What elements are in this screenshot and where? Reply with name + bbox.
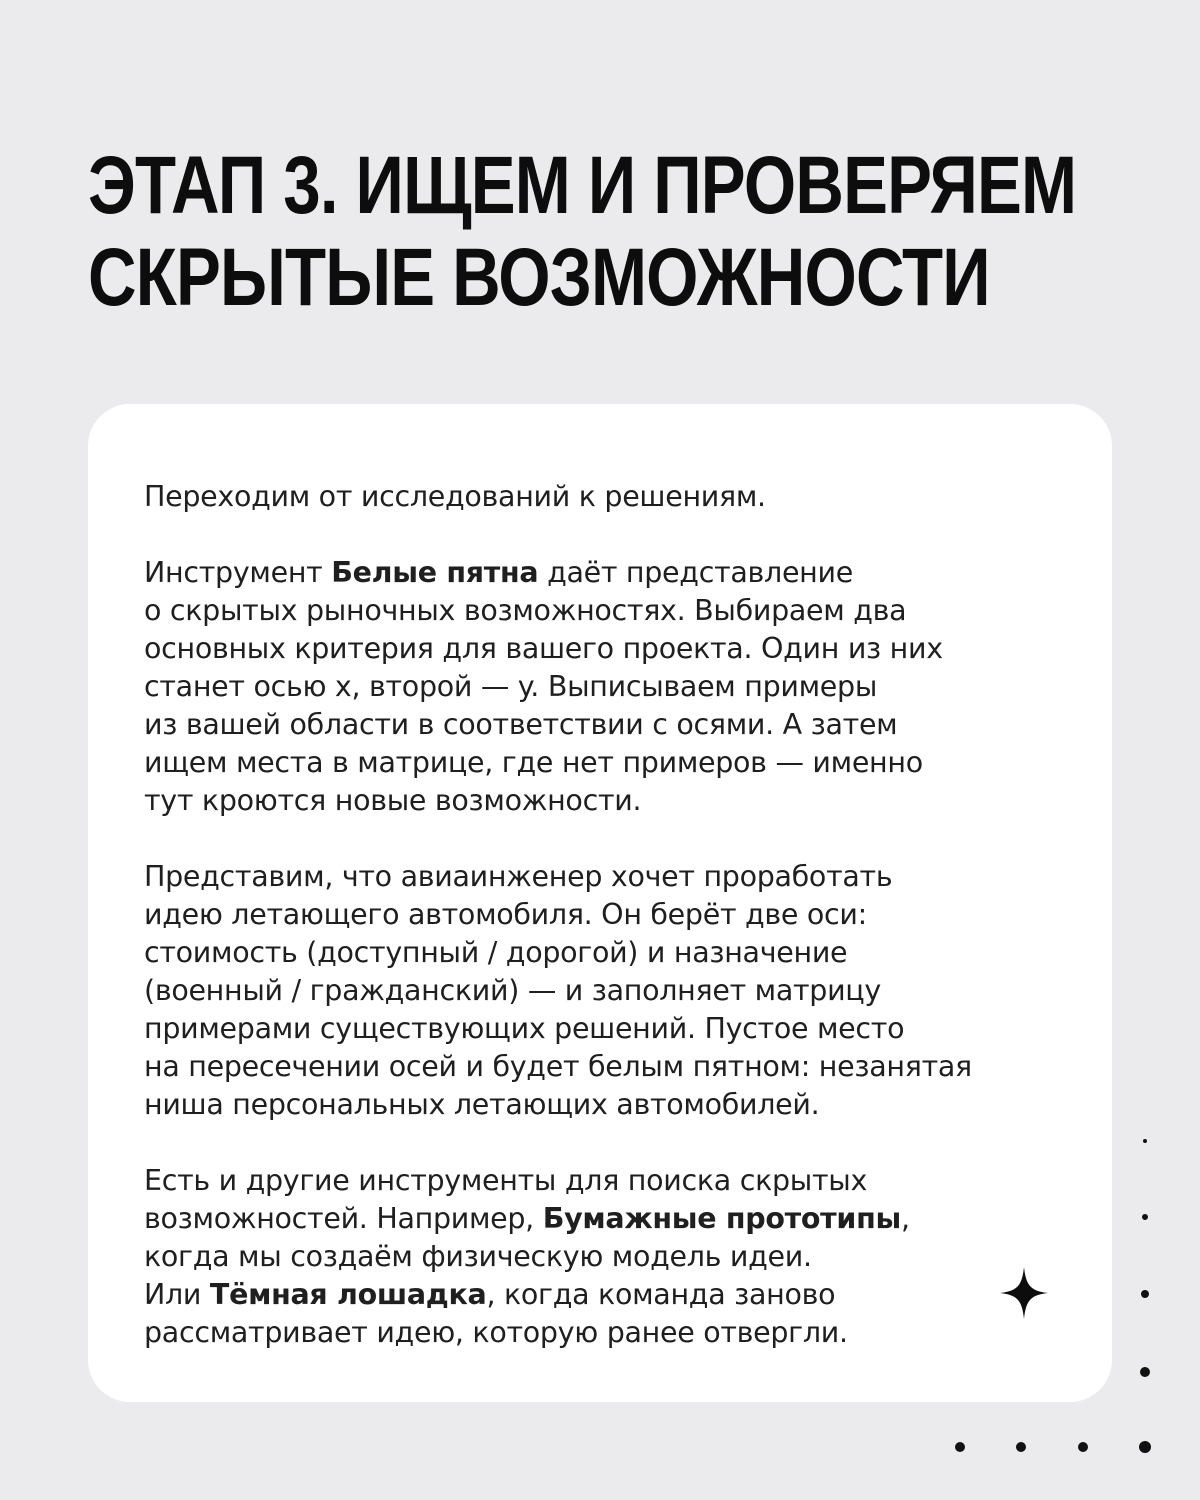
text-line: Представим, что авиаинженер хочет проработать — [144, 860, 893, 893]
dot-icon — [1143, 1139, 1147, 1143]
tool-name-white-spots: Белые пятна — [331, 556, 539, 589]
text-line: о скрытых рыночных возможностях. Выбираем два — [144, 594, 907, 627]
dot-icon — [1139, 1441, 1151, 1453]
text-line: стоимость (доступный / дорогой) и назначение — [144, 936, 848, 969]
text-line — [144, 554, 1074, 592]
text-fragment: даёт представление — [538, 556, 853, 589]
text-line: примерами существующих решений. Пустое место — [144, 1012, 905, 1045]
paragraph-intro — [144, 478, 1074, 516]
text-line — [144, 1200, 1074, 1238]
sparkle-icon — [1000, 1267, 1048, 1319]
text-line: рассматривает идею, которую ранее отвергли. — [144, 1316, 848, 1349]
dot-icon — [1141, 1290, 1149, 1298]
content-card — [88, 404, 1112, 1402]
text-line: из вашей области в соответствии с осями. А затем — [144, 708, 898, 741]
text-fragment: Инструмент — [144, 556, 332, 589]
dot-icon — [1078, 1442, 1088, 1452]
text-fragment: Или — [144, 1278, 210, 1311]
text-line: Переходим от исследований к решениям. — [144, 480, 766, 513]
page-title-line-1: ЭТАП 3. ИЩЕМ И ПРОВЕРЯЕМ — [88, 140, 1077, 231]
text-line: станет осью x, второй — y. Выписываем примеры — [144, 670, 878, 703]
paragraph-white-spots — [144, 554, 1074, 820]
text-line: ищем места в матрице, где нет примеров — именно — [144, 746, 923, 779]
card-body — [144, 478, 1074, 1352]
page-title-line-2: СКРЫТЫЕ ВОЗМОЖНОСТИ — [88, 232, 990, 323]
dot-icon — [955, 1442, 965, 1452]
page-title — [88, 140, 1077, 324]
text-line: на пересечении осей и будет белым пятном: незанятая — [144, 1050, 972, 1083]
text-line: тут кроются новые возможности. — [144, 784, 642, 817]
text-fragment: , — [900, 1202, 910, 1235]
tool-name-dark-horse: Тёмная лошадка — [209, 1278, 487, 1311]
text-fragment: возможностей. Например, — [144, 1202, 543, 1235]
text-line: ниша персональных летающих автомобилей. — [144, 1088, 820, 1121]
text-line: идею летающего автомобиля. Он берёт две оси: — [144, 898, 867, 931]
text-line: основных критерия для вашего проекта. Один из них — [144, 632, 943, 665]
dot-icon — [1142, 1214, 1148, 1220]
text-line: Есть и другие инструменты для поиска скрытых — [144, 1164, 868, 1197]
tool-name-paper-prototypes: Бумажные прототипы — [542, 1202, 901, 1235]
dot-icon — [1140, 1367, 1150, 1377]
text-line — [144, 1276, 1074, 1314]
dot-icon — [1016, 1442, 1026, 1452]
text-fragment: , когда команда заново — [486, 1278, 836, 1311]
text-line: когда мы создаём физическую модель идеи. — [144, 1240, 812, 1273]
paragraph-example — [144, 858, 1074, 1124]
text-line: (военный / гражданский) — и заполняет матрицу — [144, 974, 881, 1007]
paragraph-other-tools — [144, 1162, 1074, 1352]
